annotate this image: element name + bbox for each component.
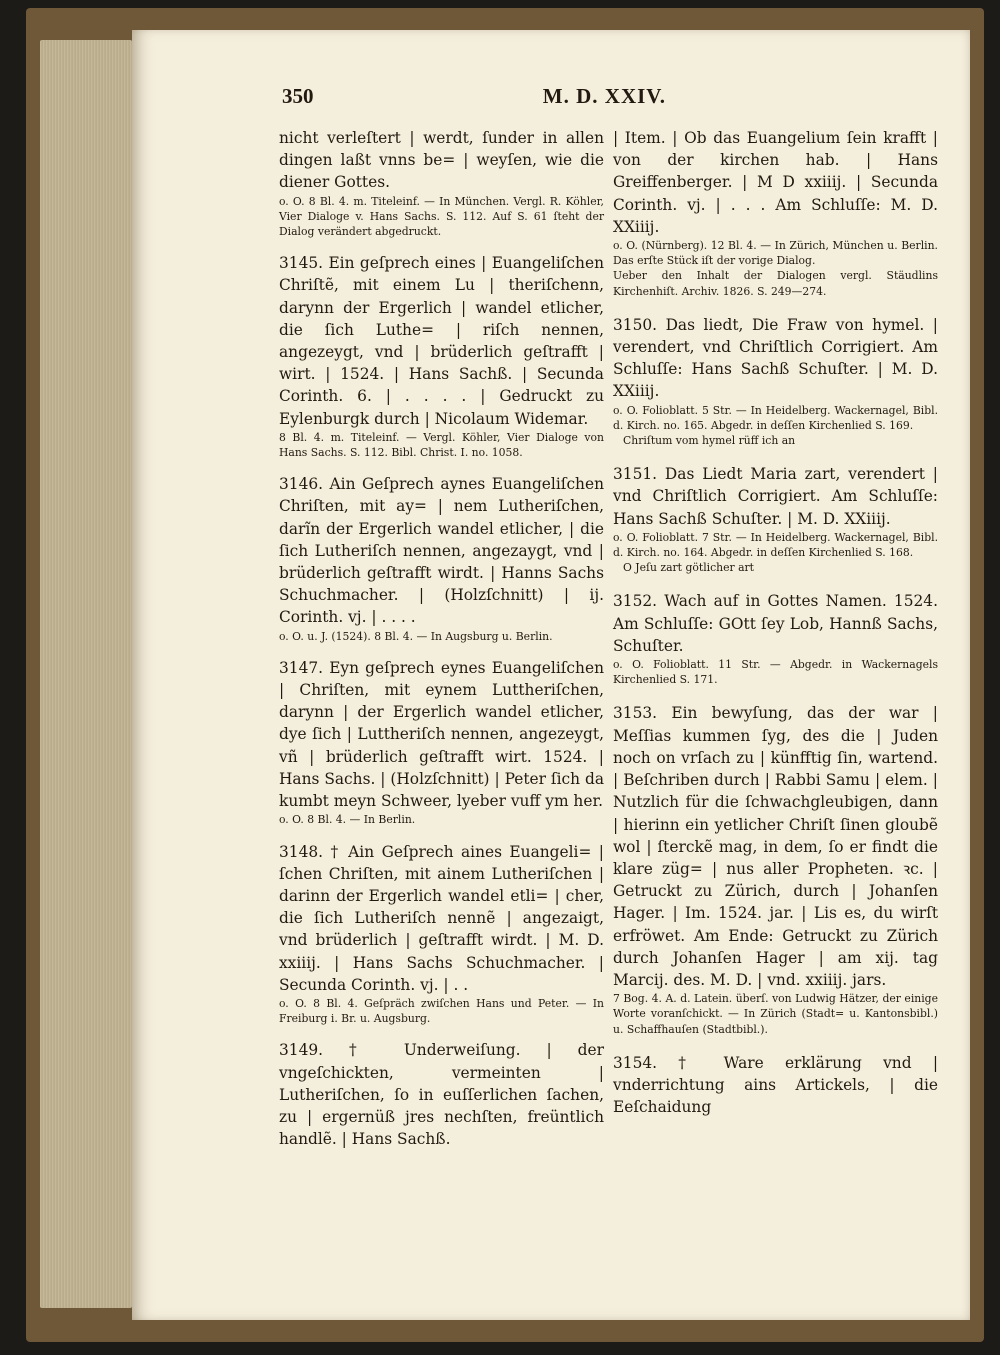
- entry-title: 3148. † Ain Geſprech aines Euangeli= | ſchen Chriſten, mit ainem Lutheriſchen | darinn der Ergerlich wandel etli= | cher, die ſich Lutheriſch nennẽ | angezaigt, vnd brüderlich | geſtrafft wirdt. | M. D. xxiiij. | Hans Sachs Schuchmacher. | Secunda Corinth. vj. | . .: [279, 842, 604, 994]
- left-column: [279, 127, 604, 1150]
- page-number: 350: [282, 84, 314, 108]
- running-title: M. D. XXIV.: [542, 84, 666, 108]
- entry-note: o. O. u. J. (1524). 8 Bl. 4. — In Augsburg u. Berlin.: [279, 629, 553, 643]
- entry-title: | Item. | Ob das Euangelium ſein krafft | von der kirchen hab. | Hans Greiffenberger. | M D xxiiij. | Secunda Corinth. vj. | . . . Am Schluſſe: M. D. XXiiij.: [613, 129, 938, 236]
- entry-title: 3150. Das liedt, Die Fraw von hymel. | verendert, vnd Chriſtlich Corrigiert. Am Schluſſe: Hans Sachß Schuſter. | M. D. XXiiij.: [613, 315, 938, 401]
- entry-title: 3145. Ein geſprech eines | Euangeliſchen Chriſtẽ, mit einem Lu | theriſchenn, darynn der Ergerlich | wandel etlicher, die ſich Luthe= | riſch nennen, angezeygt, vnd | brüderlich geſtrafft | wirt. | 1524. | Hans Sachß. | Secunda Corinth. 6. | . . . . | Gedruckt zu Eylenburgk durch | Nicolaum Widemar.: [279, 254, 604, 428]
- entry-note: o. O. 8 Bl. 4. m. Titeleinf. — In München. Vergl. R. Köhler, Vier Dialoge v. Hans Sachs. S. 112. Auf S. 61 ſteht der Dialog verändert abgedruckt.: [279, 194, 604, 239]
- entry-note: o. O. 8 Bl. 4. — In Berlin.: [279, 813, 416, 827]
- entry-incipit: O Jeſu zart götlicher art: [623, 561, 755, 575]
- entry-note: 7 Bog. 4. A. d. Latein. überſ. von Ludwig Hätzer, der einige Worte voranſchickt. — In Zürich (Stadt= u. Kantonsbibl.) u. Schaffhauſen (Stadtbibl.).: [613, 992, 938, 1036]
- entry-title: 3149. † Underweiſung. | der vngeſchickten, vermeinten | Lutheriſchen, ſo in euſſerlichen ſachen, zu | ergernüß jres nechſten, freüntlich handlẽ. | Hans Sachß.: [279, 1041, 604, 1149]
- bibliography-entry: [613, 702, 938, 1036]
- entry-note: o. O. (Nürnberg). 12 Bl. 4. — In Zürich, München u. Berlin. Das erſte Stück iſt der vorige Dialog.: [613, 239, 938, 268]
- entry-note: o. O. 8 Bl. 4. Geſpräch zwiſchen Hans und Peter. — In Freiburg i. Br. u. Augsburg.: [279, 996, 604, 1026]
- bibliography-entry: [279, 473, 604, 644]
- page-edges: [40, 40, 132, 1308]
- entry-note: Ueber den Inhalt der Dialogen vergl. Stäudlins Kirchenhiſt. Archiv. 1826. S. 249—274.: [613, 269, 938, 298]
- entry-title: 3147. Eyn geſprech eynes Euangeliſchen | Chriſten, mit eynem Luttheriſchen, darynn | der Ergerlich wandel etlicher, dye ſich | Luttheriſch nennen, angezeygt, vñ | brüderlich geſtrafft wirt. 1524. | Hans Sachs. | (Holzſchnitt) | Peter ſich da kumbt meyn Schweer, lyeber vuff ym her.: [279, 658, 604, 811]
- entry-title: 3146. Ain Geſprech aynes Euangeliſchen Chriſten, mit ay= | nem Lutheriſchen, darĩn der Ergerlich wandel etlicher, | die ſich Lutheriſch nennen, angezaygt, vnd | brüderlich geſtrafft wirdt. | Hanns Sachs Schuchmacher. | (Holzſchnitt) | ij. Corinth. vj. | . . . .: [279, 475, 604, 627]
- bibliography-entry: [279, 252, 604, 460]
- bibliography-entry: [613, 127, 938, 299]
- bibliography-entry: [279, 657, 604, 828]
- bibliography-entry: [613, 1052, 938, 1119]
- entry-title: 3151. Das Liedt Maria zart, verendert | vnd Chriſtlich Corrigiert. Am Schluſſe: Hans Sachß Schuſter. | M. D. XXiiij.: [613, 465, 938, 528]
- right-column: [613, 127, 938, 1118]
- entry-title: 3154. † Ware erklärung vnd | vnderrichtung ains Artickels, | die Eeſchaidung: [613, 1053, 938, 1117]
- running-header: [282, 84, 666, 114]
- bibliography-entry: [613, 590, 938, 687]
- bibliography-entry: [279, 841, 604, 1027]
- bibliography-entry: [279, 1039, 604, 1150]
- bibliography-entry: [279, 127, 604, 239]
- entry-note: 8 Bl. 4. m. Titeleinf. — Vergl. Köhler, Vier Dialoge von Hans Sachs. S. 112. Bibl. Christ. I. no. 1058.: [279, 430, 604, 460]
- entry-note: o. O. Folioblatt. 7 Str. — In Heidelberg. Wackernagel, Bibl. d. Kirch. no. 164. Abgedr. in deſſen Kirchenlied S. 168.: [613, 530, 938, 560]
- entry-title: nicht verleſtert | werdt, ſunder in allen dingen laßt vnns be= | weyſen, wie die diener Gottes.: [279, 129, 604, 192]
- bibliography-entry: [613, 463, 938, 575]
- entry-note: o. O. Folioblatt. 11 Str. — Abgedr. in Wackernagels Kirchenlied S. 171.: [613, 658, 938, 687]
- entry-title: 3153. Ein bewyſung, das der war | Meſſias kummen ſyg, des die | Juden noch on vrſach zu | künfftig ſin, wartend. | Beſchriben durch | Rabbi Samu | elem. | Nutzlich für die ſchwachgleubigen, dann | hierinn ein yetlicher Chriſt ſinen gloubẽ wol | ſterckẽ mag, in dem, ſo er findt die klare züg= | nus aller Propheten. ꝛc. | Getruckt zu Zürich, durch | Johanſen Hager. | Im. 1524. jar. | Lis es, du wirſt erfröwet. Am Ende: Getruckt zu Zürich durch Johanſen Hager | am xij. tag Marcij. des. M. D. | vnd. xxiiij. jars.: [613, 704, 938, 989]
- bibliography-entry: [613, 314, 938, 448]
- entry-note: o. O. Folioblatt. 5 Str. — In Heidelberg. Wackernagel, Bibl. d. Kirch. no. 165. Abgedr. in deſſen Kirchenlied S. 169.: [613, 403, 938, 432]
- entry-title: 3152. Wach auf in Gottes Namen. 1524. Am Schluſſe: GOtt ſey Lob, Hannß Sachs, Schuſter.: [613, 592, 938, 655]
- entry-incipit: Chriſtum vom hymel rüff ich an: [623, 434, 796, 448]
